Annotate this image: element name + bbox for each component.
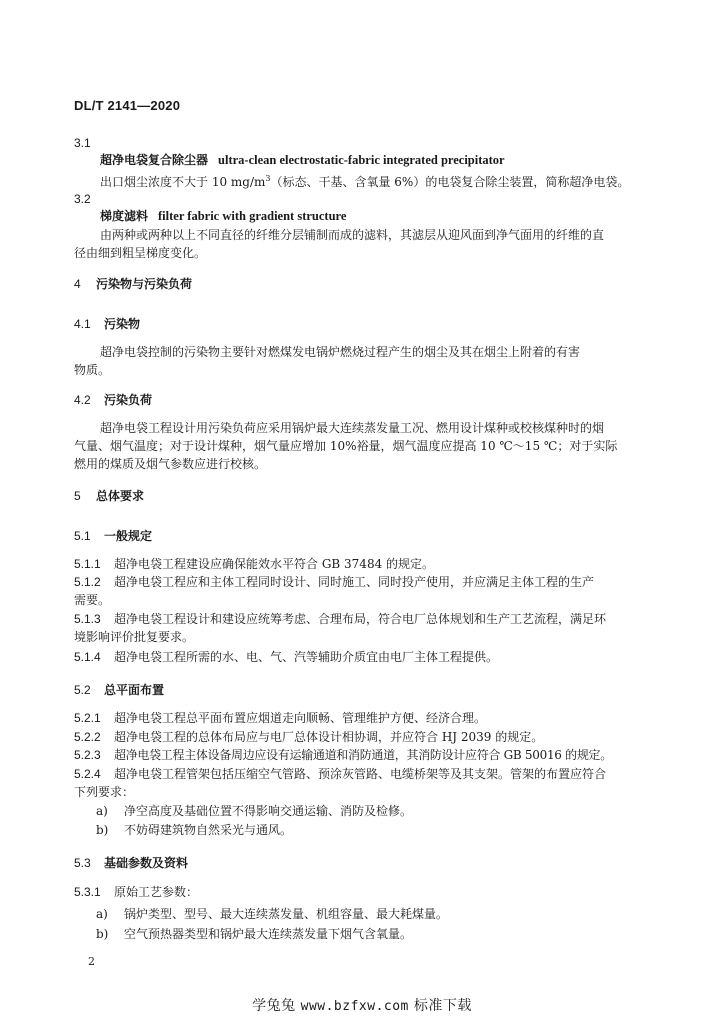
section-number: 5 [74, 489, 81, 503]
subsection-heading [74, 855, 188, 871]
term-number: 3.1 [74, 136, 91, 150]
section-heading [74, 488, 144, 504]
clause-continuation: 境影响评价批复要求。 [74, 630, 195, 644]
clause-continuation: 需要。 [74, 593, 111, 607]
subsection-title: 总平面布置 [104, 683, 165, 697]
document-code: DL/T 2141—2020 [74, 98, 181, 113]
clause-text: 超净电袋工程建设应确保能效水平符合 GB 37484 的规定。 [114, 557, 435, 571]
list-item [96, 803, 412, 819]
subsection-number: 5.2 [74, 683, 91, 697]
clause [74, 729, 543, 745]
section-number: 4 [74, 277, 81, 291]
list-item [96, 926, 412, 942]
subsection-title: 污染物 [104, 317, 141, 331]
term-definition-line: 由两种或两种以上不同直径的纤维分层铺制而成的滤料，其滤层从迎风面到净气面用的纤维的直 [100, 228, 605, 242]
term-title [100, 208, 346, 224]
subsection-title: 污染负荷 [104, 393, 153, 407]
clause-number: 5.1.3 [74, 612, 101, 626]
clause-text: 超净电袋工程的总体布局应与电厂总体设计相协调，并应符合 HJ 2039 的规定。 [114, 730, 544, 744]
clause-continuation: 下列要求： [74, 785, 135, 799]
clause-text: 超净电袋工程主体设备周边应设有运输通道和消防通道，其消防设计应符合 GB 50016 的规定。 [114, 748, 612, 762]
footer [0, 995, 724, 1015]
list-item [96, 822, 292, 838]
clause-text: 超净电袋工程所需的水、电、气、汽等辅助介质宜由电厂主体工程提供。 [114, 650, 499, 664]
list-item-text: 不妨碍建筑物自然采光与通风。 [124, 823, 293, 837]
page-number: 2 [88, 955, 95, 968]
term-english: ultra-clean electrostatic-fabric integrated precipitator [218, 153, 505, 167]
subsection-heading [74, 316, 140, 332]
subsection-number: 5.1 [74, 529, 91, 543]
clause-text: 超净电袋工程设计和建设应统筹考虑、合理布局，符合电厂总体规划和生产工艺流程，满足环 [114, 612, 607, 626]
clause [74, 556, 434, 572]
paragraph-line: 燃用的煤质及烟气参数应进行校核。 [74, 457, 267, 471]
subsection-heading [74, 528, 152, 544]
clause [74, 766, 606, 782]
subsection-heading [74, 392, 152, 408]
footer-site-name: 学兔兔 [252, 998, 296, 1014]
clause-number: 5.2.1 [74, 711, 101, 725]
clause-text: 原始工艺参数： [114, 885, 199, 899]
list-item-label: b) [96, 927, 109, 941]
subsection-number: 4.2 [74, 393, 91, 407]
clause-text: 超净电袋工程总平面布置应烟道走向顺畅、管理维护方便、经济合理。 [114, 711, 487, 725]
section-heading [74, 276, 192, 292]
term-title [100, 152, 505, 168]
clause [74, 710, 486, 726]
list-item-label: a) [96, 804, 108, 818]
term-definition [100, 171, 629, 190]
term-definition-line: 径由细到粗呈梯度变化。 [74, 246, 207, 260]
clause [74, 649, 498, 665]
list-item-text: 净空高度及基础位置不得影响交通运输、消防及检修。 [124, 804, 413, 818]
clause-text: 超净电袋工程管架包括压缩空气管路、预涂灰管路、电缆桥架等及其支架。管架的布置应符合 [114, 767, 607, 781]
paragraph-line: 超净电袋工程设计用污染负荷应采用锅炉最大连续蒸发量工况、燃用设计煤种或校核煤种时的烟 [100, 421, 605, 435]
list-item-text: 空气预热器类型和锅炉最大连续蒸发量下烟气含氧量。 [124, 927, 413, 941]
section-title: 污染物与污染负荷 [96, 277, 193, 291]
clause-number: 5.1.1 [74, 557, 101, 571]
clause-text: 超净电袋工程应和主体工程同时设计、同时施工、同时投产使用，并应满足主体工程的生产 [114, 575, 595, 589]
section-title: 总体要求 [96, 489, 145, 503]
clause [74, 884, 198, 900]
clause-number: 5.3.1 [74, 885, 101, 899]
list-item-label: b) [96, 823, 109, 837]
definition-text: （标态、干基、含氧量 6%）的电袋复合除尘装置，简称超净电袋。 [270, 175, 630, 189]
definition-text: 出口烟尘浓度不大于 10 mg/m [100, 175, 266, 189]
subsection-heading [74, 682, 164, 698]
clause-number: 5.1.2 [74, 575, 101, 589]
clause-number: 5.2.2 [74, 730, 101, 744]
clause [74, 747, 612, 763]
paragraph-line: 气量、烟气温度；对于设计煤种，烟气量应增加 10%裕量，烟气温度应提高 10 ℃～15 ℃；对于实际 [74, 439, 618, 453]
list-item-text: 锅炉类型、型号、最大连续蒸发量、机组容量、最大耗煤量。 [124, 907, 449, 921]
subsection-title: 一般规定 [104, 529, 153, 543]
list-item [96, 906, 448, 922]
footer-url[interactable]: www.bzfxw.com [300, 999, 409, 1014]
definition-superscript: 3 [265, 174, 271, 183]
clause [74, 611, 606, 627]
clause-number: 5.2.4 [74, 767, 101, 781]
clause-number: 5.1.4 [74, 650, 101, 664]
subsection-number: 5.3 [74, 856, 91, 870]
clause-number: 5.2.3 [74, 748, 101, 762]
footer-tagline: 标准下载 [413, 998, 472, 1014]
paragraph-line: 物质。 [74, 363, 111, 377]
subsection-number: 4.1 [74, 317, 91, 331]
paragraph-line: 超净电袋控制的污染物主要针对燃煤发电锅炉燃烧过程产生的烟尘及其在烟尘上附着的有害 [100, 345, 581, 359]
term-english: filter fabric with gradient structure [158, 209, 347, 223]
list-item-label: a) [96, 907, 108, 921]
term-chinese: 梯度滤料 [100, 209, 149, 223]
subsection-title: 基础参数及资料 [104, 856, 189, 870]
clause [74, 574, 594, 590]
term-chinese: 超净电袋复合除尘器 [100, 153, 209, 167]
term-number: 3.2 [74, 192, 91, 206]
